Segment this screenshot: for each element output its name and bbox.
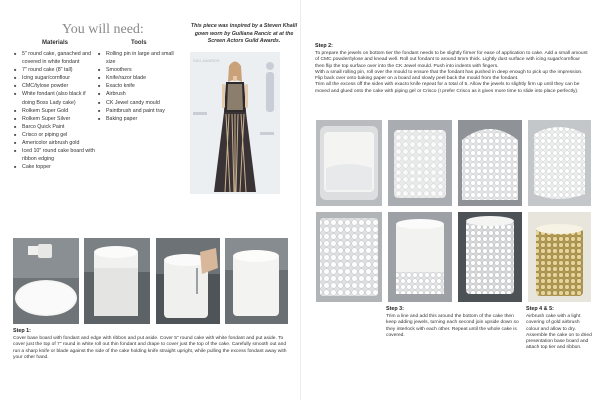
list-item: ■ Americolor airbrush gold [13, 139, 97, 147]
step2-photo-peeled-jewels [458, 120, 522, 206]
right-page [300, 0, 600, 400]
list-item: ■ Rolkem Super Gold [13, 107, 97, 115]
list-item: ■ Knife/razor blade [97, 74, 181, 82]
step3-photo-covered-cake [458, 212, 522, 302]
list-item: ■ Barco Quick Paint [13, 123, 97, 131]
step2-title: Step 2: [315, 43, 333, 49]
list-item: ■ Cake topper [13, 163, 97, 171]
step45-title: Step 4 & 5: [526, 306, 554, 312]
page-heading: You will need: [62, 22, 144, 37]
list-item: ■ Smoothers [97, 66, 181, 74]
step3-photo-jewel-panel [316, 212, 382, 302]
step3-title: Step 3: [386, 306, 404, 312]
list-item: ■ CK Jewel candy mould [97, 99, 181, 107]
list-item: ■ Airbrush [97, 90, 181, 98]
gown-photo [190, 52, 280, 194]
list-item: ■ White fondant (also black if doing Boss Lady cake) [13, 90, 97, 106]
step2-photo-jewel-sheet [388, 120, 452, 206]
list-item: ■ Rolling pin in large and small size [97, 50, 181, 66]
step1-title: Step 1: [13, 328, 31, 334]
step1-photo-cake-top [84, 238, 150, 324]
step3-text: Trim a line and add this around the bottom of the cake then keep adding jewels, turning each second join upside down so they interlock with each other. Repeat until the whole cake is covered. [386, 314, 519, 338]
step1-photo-trimming [156, 238, 220, 324]
step2-text: To prepare the jewels on bottom tier the fondant needs to be slightly firmer for ease of application to cake. Add a small amount of CMC powder/tylose and knead well. Roll out fondant to around 5mm thick. Lightly dust surface with icing sugar/cornflour then flip the top surface over into the CK Jewel mould. Push into indents with fingers. With a small rolling pin, roll over the mould to ensure that the fondant has pushed in deep enough to pick up the impression. Flip back over onto baking paper on a board and slowly peel back the mould from the fondant. Trim all the excess off the sides with exacto knife repeat for a total of 5. Allow the jewels to slightly firm up until they can be moved and glued onto the cake with piping gel or Crisco (I prefer Crisco as it gives more time to slide into place perfectly). [315, 51, 588, 94]
list-item: ■ Exacto knife [97, 82, 181, 90]
tools-header: Tools [131, 40, 147, 46]
list-item: ■ Rolkem Super Silver [13, 115, 97, 123]
tools-list [97, 50, 181, 123]
inspiration-caption: This piece was inspired by a Steven Khalil gown worn by Guiliana Rancic at at the Screen Actors Guild Awards. [190, 23, 298, 44]
list-item: ■ 7" round cake (8" tall) [13, 66, 97, 74]
list-item: ■ 5" round cake, ganached and covered in white fondant [13, 50, 97, 66]
list-item: ■ Crisco or piping gel [13, 131, 97, 139]
step1-photo-board [13, 238, 79, 324]
list-item: ■ Icing sugar/cornflour [13, 74, 97, 82]
materials-header: Materials [42, 40, 69, 46]
list-item: ■ CMC/tylose powder [13, 82, 97, 90]
step45-text: Airbrush cake with a light covering of gold airbrush colour and allow to dry. Assemble the cake on to dried presentation base board and attach top tier and ribbon. [526, 314, 592, 351]
step1-text: Cover base board with fondant and edge with ribbon and put aside. Cover 5" round cake with white fondant and put aside. To cover just the top of 7" round in white roll out thin fondant and drape to cover just the top of the cake. Carefully smooth out and run a sharp knife or blade against the side of the cake holding knife straight upright, while pulling the excess fondant away with your other hand. [13, 336, 287, 360]
materials-list [13, 50, 97, 171]
list-item: ■ Paintbrush and paint tray [97, 107, 181, 115]
list-item: ■ Baking paper [97, 115, 181, 123]
step3-photo-first-row [388, 212, 452, 302]
step2-photo-mould [316, 120, 382, 206]
list-item: ■ Iced 10" round cake board with ribbon edging [13, 147, 97, 163]
step45-photo-gold-cake [528, 212, 591, 302]
step2-photo-trimmed-sheet [528, 120, 591, 206]
step1-photo-covered-cake [225, 238, 288, 324]
svg-text:SAG AWARDS: SAG AWARDS [193, 58, 220, 63]
